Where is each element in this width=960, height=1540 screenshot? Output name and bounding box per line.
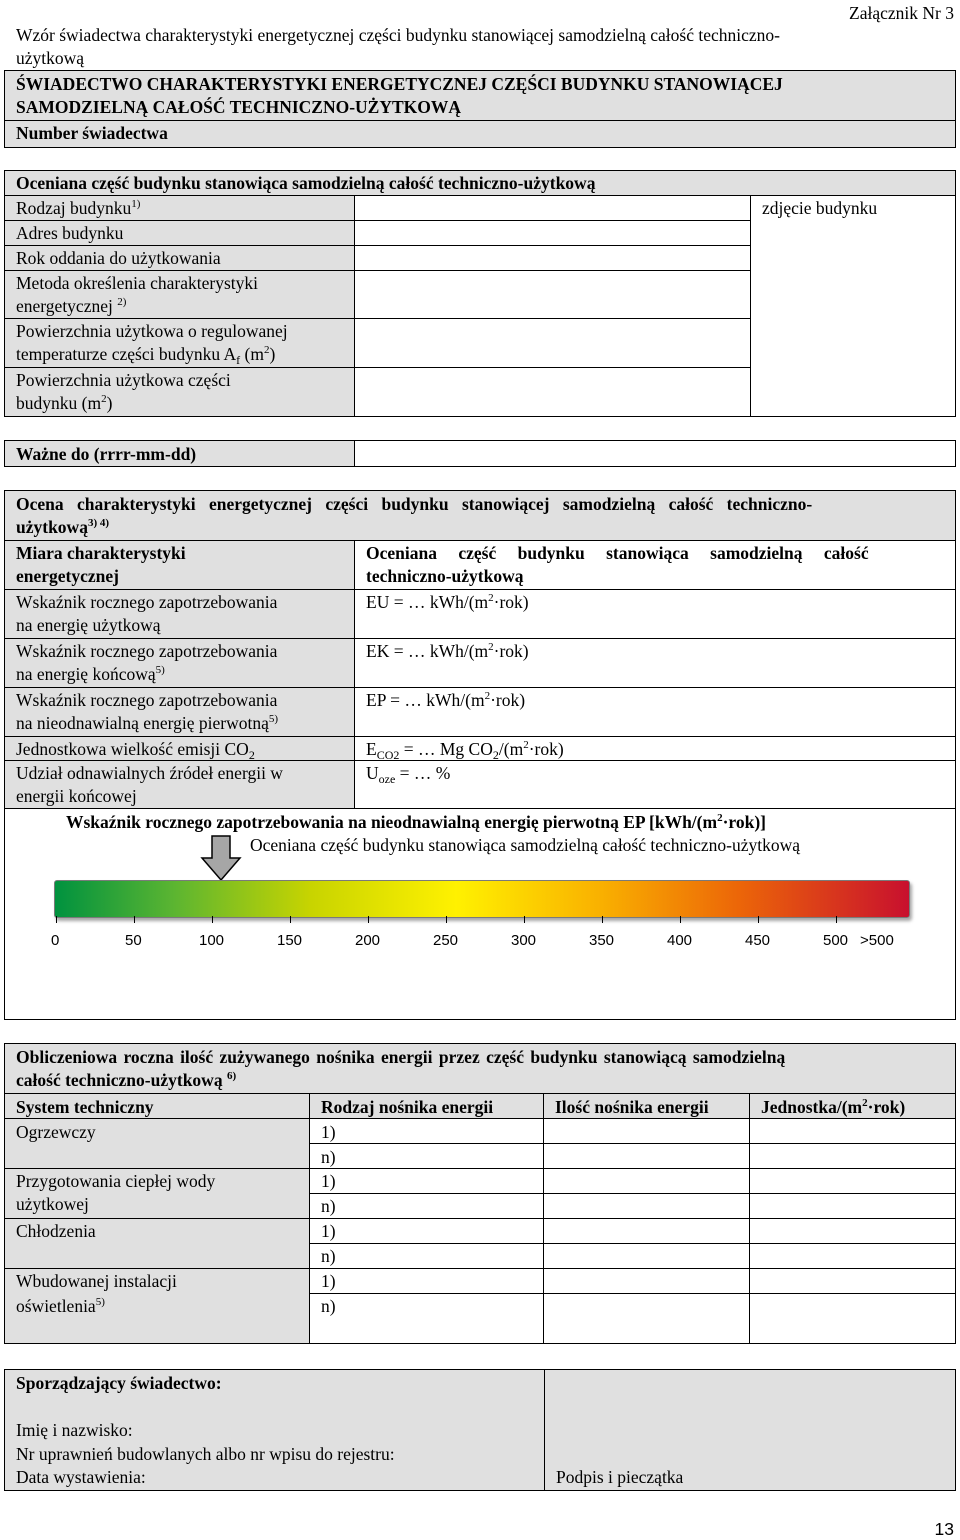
system-lighting-line2: oświetlenia$^{5)}$ — [16, 1296, 105, 1316]
divider — [4, 367, 751, 368]
divider — [4, 638, 956, 639]
building-photo-label: zdjęcie budynku — [762, 198, 878, 218]
valid-until-label: Ważne do (rrrr-mm-dd) — [16, 444, 197, 464]
ep-color-gradient-bar — [54, 880, 910, 918]
scale-label: 50 — [125, 932, 142, 949]
scale-label: 100 — [199, 932, 225, 949]
divider — [4, 760, 956, 761]
ep-label-line1: Wskaźnik rocznego zapotrzebowania — [16, 690, 278, 710]
eu-label-line2: na energię użytkową — [16, 615, 161, 635]
carrier-amount-column — [543, 1118, 750, 1344]
ek-label-line2: na energię końcową$^{5)}$ — [16, 664, 165, 684]
system-cooling: Chłodzenia — [16, 1221, 96, 1241]
annex-label: Załącznik Nr 3 — [849, 3, 954, 23]
eu-label-line1: Wskaźnik rocznego zapotrzebowania — [16, 592, 278, 612]
page-number: 13 — [934, 1519, 954, 1539]
system-hot-water-line1: Przygotowania ciepłej wody — [16, 1171, 216, 1191]
divider — [4, 120, 956, 121]
scale-tick — [524, 916, 525, 923]
divider — [4, 1218, 956, 1219]
system-lighting-line1: Wbudowanej instalacji — [16, 1271, 177, 1291]
ep-scale-title: Wskaźnik rocznego zapotrzebowania na nieodnawialną energię pierwotną EP $[kWh/(m^2\cdot rok)]$ — [66, 812, 767, 832]
divider — [4, 1268, 956, 1269]
co2-value: $E_{CO2}$ = … Mg $CO_2/(m^2\cdot rok)$ — [366, 739, 564, 762]
method-label-line2: energetycznej $^{2)}$ — [16, 296, 127, 316]
carrier-type-column — [309, 1118, 544, 1344]
measure-header-line1: Miara charakterystyki — [16, 543, 186, 563]
scale-label: 200 — [355, 932, 381, 949]
ep-scale-subtitle: Oceniana część budynku stanowiąca samodzielną całość techniczno-użytkową — [250, 835, 801, 855]
scale-tick — [758, 916, 759, 923]
issue-date-label: Data wystawienia: — [16, 1467, 146, 1487]
scale-tick — [290, 916, 291, 923]
eu-value: EU = … kWh/$(m^2\cdot rok)$ — [366, 592, 529, 612]
ek-value: EK = … kWh/$(m^2\cdot rok)$ — [366, 641, 529, 661]
oze-value: $U_{oze}$ = … % — [366, 763, 451, 786]
carrier-entry-nth: n) — [321, 1147, 336, 1167]
scale-tick — [836, 916, 837, 923]
co2-label: Jednostkowa wielkość emisji $CO_2$ — [16, 739, 255, 762]
evaluation-header-line2: użytkową$^{3) 4)}$ — [16, 517, 110, 537]
divider — [4, 687, 956, 688]
scale-label: 250 — [433, 932, 459, 949]
divider — [4, 245, 751, 246]
ep-value: EP = … kWh/$(m^2\cdot rok)$ — [366, 690, 526, 710]
divider — [309, 1193, 956, 1194]
scale-label: 150 — [277, 932, 303, 949]
carrier-header-line2: całość techniczno-użytkową $^{6)}$ — [16, 1070, 237, 1090]
carrier-entry-nth: n) — [321, 1196, 336, 1216]
scale-tick — [602, 916, 603, 923]
divider — [309, 1243, 956, 1244]
template-title-line2: użytkową — [16, 48, 85, 68]
usable-area-label-line2: budynku $(m^2)$ — [16, 393, 113, 413]
certificate-title-line1: ŚWIADECTWO CHARAKTERYSTYKI ENERGETYCZNEJ CZĘŚCI BUDYNKU STANOWIĄCEJ — [16, 74, 783, 94]
carrier-col-type: Rodzaj nośnika energii — [321, 1097, 494, 1117]
carrier-entry-first: 1) — [321, 1122, 336, 1142]
carrier-entry-nth: n) — [321, 1246, 336, 1266]
scale-tick — [212, 916, 213, 923]
assessed-column-header-line2: techniczno-użytkową — [366, 566, 524, 586]
system-heating: Ogrzewczy — [16, 1122, 96, 1142]
building-address-label: Adres budynku — [16, 223, 124, 243]
divider — [4, 270, 751, 271]
issuer-header: Sporządzający świadectwo: — [16, 1373, 222, 1393]
scale-tick — [368, 916, 369, 923]
issuer-name-label: Imię i nazwisko: — [16, 1420, 133, 1440]
divider — [4, 736, 956, 737]
ek-label-line1: Wskaźnik rocznego zapotrzebowania — [16, 641, 278, 661]
method-label-line1: Metoda określenia charakterystyki — [16, 273, 258, 293]
heated-area-label-line1: Powierzchnia użytkowa o regulowanej — [16, 321, 288, 341]
divider — [309, 1143, 956, 1144]
evaluation-header-line1: Ocena charakterystyki energetycznej części budynku stanowiącej samodzielną całość techniczno- — [16, 494, 813, 514]
oze-label-line1: Udział odnawialnych źródeł energii w — [16, 763, 283, 783]
scale-label: 300 — [511, 932, 537, 949]
oze-label-line2: energii końcowej — [16, 786, 137, 806]
scale-label: 450 — [745, 932, 771, 949]
divider — [4, 589, 956, 590]
assessed-part-header: Oceniana część budynku stanowiąca samodzielną całość techniczno-użytkową — [16, 173, 596, 193]
carrier-entry-first: 1) — [321, 1271, 336, 1291]
carrier-unit-column — [749, 1118, 956, 1344]
carrier-entry-first: 1) — [321, 1171, 336, 1191]
divider — [4, 318, 751, 319]
certificate-title-line2: SAMODZIELNĄ CAŁOŚĆ TECHNICZNO-UŻYTKOWĄ — [16, 97, 462, 117]
assessed-column-header-line1: Oceniana część budynku stanowiąca samodzielną całość — [366, 543, 869, 563]
scale-tick — [56, 916, 57, 923]
scale-tick — [680, 916, 681, 923]
building-photo-box — [750, 195, 956, 417]
scale-label: 350 — [589, 932, 615, 949]
scale-tick — [134, 916, 135, 923]
scale-label: 500 — [823, 932, 849, 949]
scale-label: 400 — [667, 932, 693, 949]
scale-label: >500 — [860, 932, 894, 949]
carrier-col-unit: Jednostka/$(m^2\cdot rok)$ — [761, 1097, 906, 1117]
issuer-license-label: Nr uprawnień budowlanych albo nr wpisu do rejestru: — [16, 1444, 395, 1464]
signature-label: Podpis i pieczątka — [556, 1467, 684, 1487]
measure-header-line2: energetycznej — [16, 566, 119, 586]
carrier-entry-nth: n) — [321, 1296, 336, 1316]
divider — [309, 1293, 956, 1294]
year-of-use-label: Rok oddania do użytkowania — [16, 248, 221, 268]
carrier-header-line1: Obliczeniowa roczna ilość zużywanego nośnika energii przez część budynku stanowiącą samodzielną — [16, 1047, 786, 1067]
carrier-entry-first: 1) — [321, 1221, 336, 1241]
valid-until-value-cell — [354, 440, 956, 467]
carrier-col-amount: Ilość nośnika energii — [555, 1097, 709, 1117]
ep-indicator-arrow-icon — [200, 834, 250, 884]
divider — [4, 1168, 956, 1169]
ep-label-line2: na nieodnawialną energię pierwotną$^{5)}$ — [16, 713, 279, 733]
scale-tick — [446, 916, 447, 923]
heated-area-label-line2: temperaturze części budynku $A_f$ $(m^2)$ — [16, 344, 276, 367]
divider — [4, 220, 751, 221]
building-type-label: Rodzaj budynku$^{1)}$ — [16, 198, 141, 218]
template-title-line1: Wzór świadectwa charakterystyki energetycznej części budynku stanowiącej samodzielną całość techniczno- — [16, 25, 780, 45]
carrier-col-system: System techniczny — [16, 1097, 154, 1117]
scale-label: 0 — [51, 932, 60, 949]
certificate-number-label: Number świadectwa — [16, 123, 168, 143]
assessed-values-column — [354, 195, 751, 417]
usable-area-label-line1: Powierzchnia użytkowa części — [16, 370, 231, 390]
system-hot-water-line2: użytkowej — [16, 1194, 89, 1214]
